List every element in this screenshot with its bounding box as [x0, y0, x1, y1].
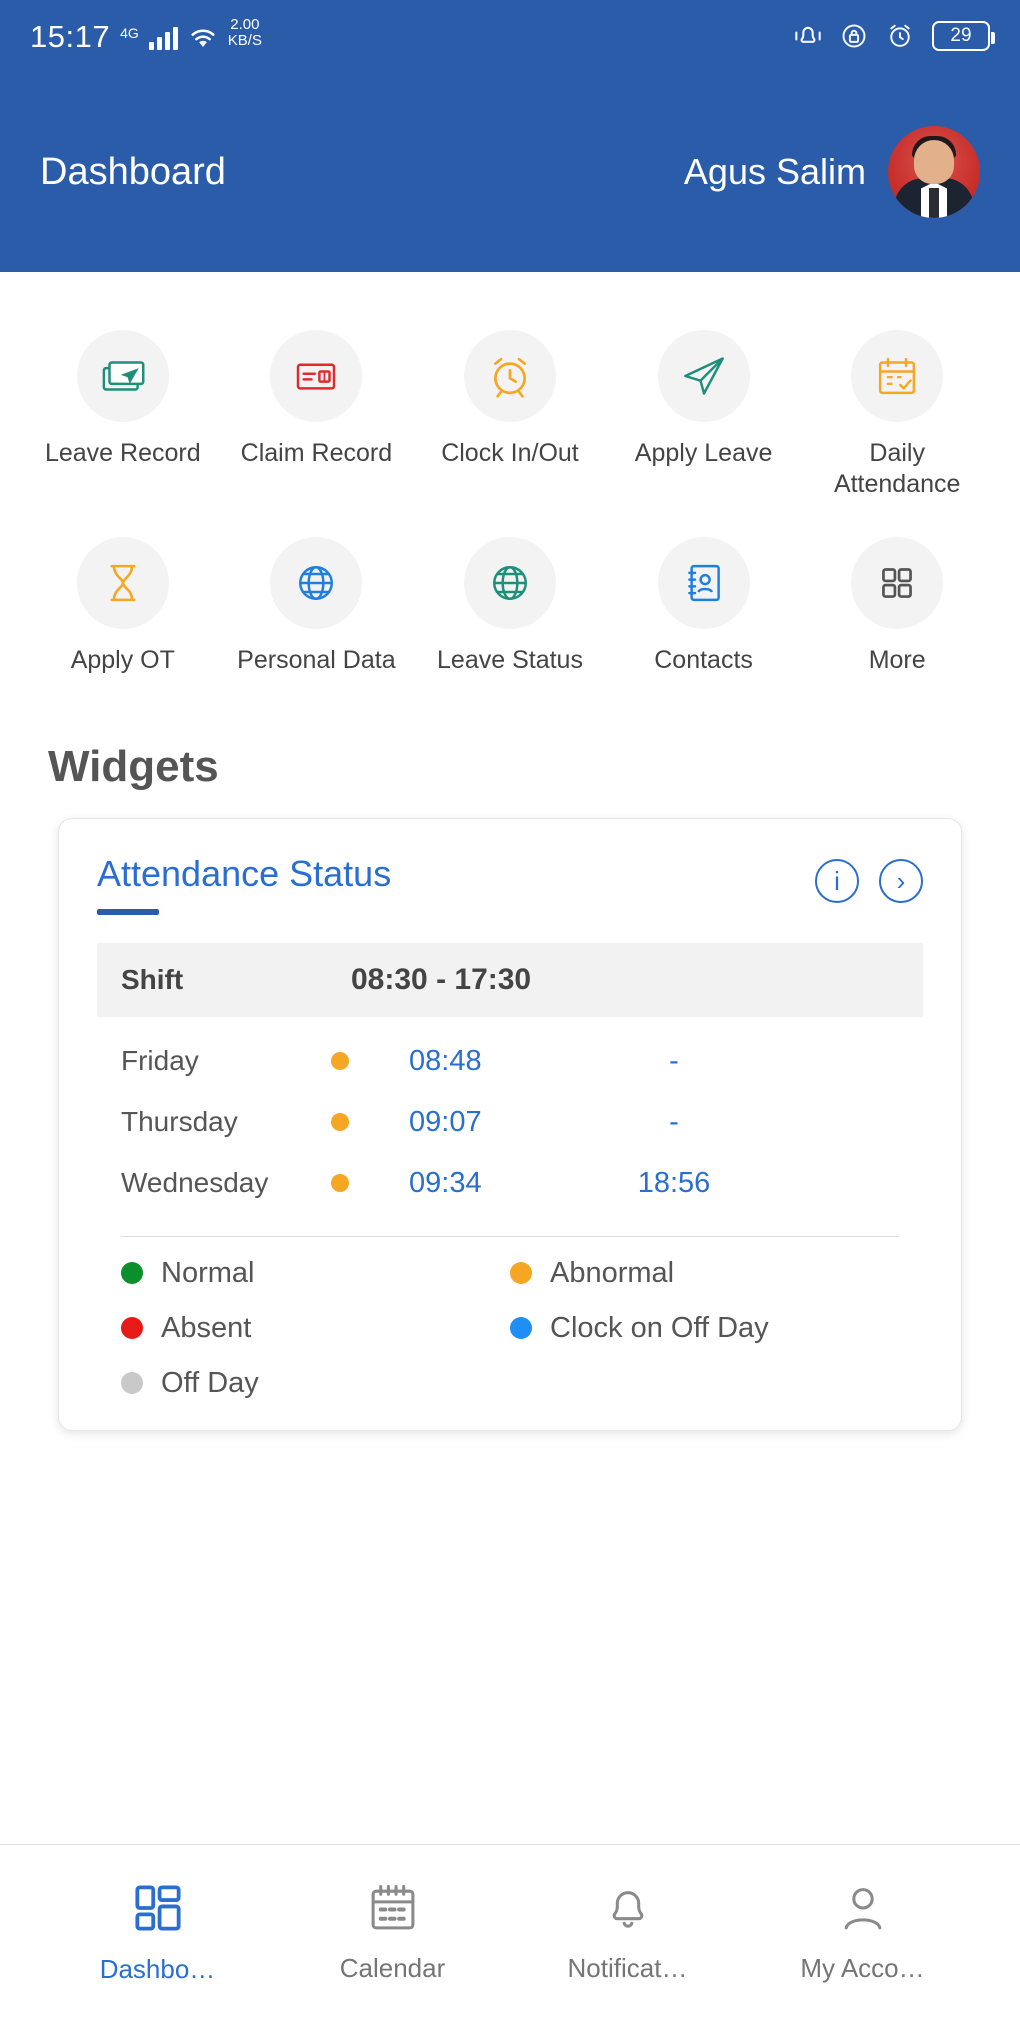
nav-item-my-account[interactable]: [745, 1882, 980, 1984]
legend-label: Clock on Off Day: [550, 1311, 769, 1344]
legend-item-normal: [121, 1257, 510, 1290]
dashboard-icon: [131, 1881, 185, 1940]
status-dot: [331, 1174, 349, 1192]
user-name-label: Agus Salim: [683, 151, 866, 192]
shortcut-label: Claim Record: [240, 439, 393, 467]
network-type-label: 4G: [120, 24, 139, 41]
hourglass-icon: [77, 537, 169, 629]
shortcut-apply-ot[interactable]: [26, 521, 220, 686]
app-bar: [0, 72, 1020, 272]
battery-level: 29: [950, 25, 972, 46]
signal-bars-icon: [149, 26, 178, 50]
nav-label: Notificat…: [567, 1952, 688, 1983]
nav-label: Dashbo…: [99, 1953, 216, 1984]
nav-item-notifications[interactable]: [510, 1882, 745, 1984]
attendance-day: Wednesday: [121, 1167, 269, 1199]
clock-out-time: -: [669, 1044, 679, 1077]
status-clock: 15:17: [30, 18, 111, 54]
legend-label: Normal: [161, 1256, 255, 1289]
widgets-section-title: Widgets: [48, 741, 219, 791]
legend-label: Absent: [161, 1311, 252, 1344]
nav-label: Calendar: [339, 1952, 446, 1983]
wifi-icon: [188, 26, 218, 50]
status-dot: [331, 1052, 349, 1070]
ticket-icon: [77, 330, 169, 422]
data-rate-indicator: [228, 17, 262, 49]
lock-icon: [840, 22, 868, 50]
shift-time: 08:30 - 17:30: [351, 962, 532, 996]
shortcut-label: More: [868, 645, 926, 674]
paper-plane-icon: [658, 330, 750, 422]
clock-out-time: -: [669, 1105, 679, 1138]
page-title: Dashboard: [40, 150, 226, 193]
battery-icon: [932, 21, 990, 51]
attendance-day: Thursday: [121, 1106, 238, 1138]
legend-label: Abnormal: [550, 1256, 675, 1289]
attendance-status-card: [58, 818, 962, 1431]
legend-dot-icon: [510, 1317, 532, 1339]
shift-label: Shift: [121, 963, 184, 995]
calendar-icon: [367, 1882, 419, 1939]
calendar-check-icon: [851, 330, 943, 422]
clock-in-time: 09:34: [409, 1166, 482, 1199]
nav-item-dashboard[interactable]: [40, 1881, 275, 1985]
globe-blue-icon: [270, 537, 362, 629]
attendance-rows: [97, 1031, 923, 1214]
shortcut-label: Leave Record: [44, 439, 201, 467]
shortcut-label: Leave Status: [437, 645, 583, 674]
globe-teal-icon: [464, 537, 556, 629]
shift-row: [97, 943, 923, 1017]
status-legend: [97, 1247, 923, 1400]
info-icon[interactable]: i: [815, 859, 859, 903]
card-divider: [121, 1236, 899, 1237]
legend-dot-icon: [121, 1262, 143, 1284]
contact-book-icon: [658, 537, 750, 629]
legend-dot-icon: [510, 1262, 532, 1284]
legend-item-off-day: [121, 1367, 510, 1400]
avatar[interactable]: [888, 126, 980, 218]
attendance-day: Friday: [121, 1045, 199, 1077]
legend-item-clock-on-off-day: [510, 1312, 899, 1345]
avatar-tie: [929, 188, 939, 218]
status-bar-right: [794, 21, 990, 51]
shortcut-claim-record[interactable]: [220, 314, 414, 511]
person-icon: [837, 1882, 889, 1939]
legend-dot-icon: [121, 1317, 143, 1339]
data-rate-unit: KB/S: [227, 32, 262, 49]
shortcut-contacts[interactable]: [607, 521, 801, 686]
nav-label: My Acco…: [800, 1952, 925, 1983]
app-bar-user[interactable]: [684, 126, 980, 218]
shortcut-personal-data[interactable]: [220, 521, 414, 686]
clock-out-time: 18:56: [637, 1166, 711, 1199]
title-underline: [97, 909, 159, 915]
table-row[interactable]: [97, 1031, 923, 1092]
chevron-right-icon[interactable]: ›: [879, 859, 923, 903]
shortcut-more[interactable]: [800, 521, 994, 686]
attendance-card-title-wrap: [97, 853, 391, 915]
shortcut-clock-in-out[interactable]: [413, 314, 607, 511]
status-bar: [0, 0, 1020, 72]
shortcut-label: Personal Data: [237, 645, 396, 674]
shortcut-label: Apply OT: [70, 645, 175, 674]
legend-item-abnormal: [510, 1257, 899, 1290]
nav-item-calendar[interactable]: [275, 1882, 510, 1984]
grid-more-icon: [851, 537, 943, 629]
table-row[interactable]: [97, 1153, 923, 1214]
shortcut-leave-status[interactable]: [413, 521, 607, 686]
shortcut-label: Clock In/Out: [441, 439, 579, 467]
clock-in-time: 08:48: [409, 1044, 482, 1077]
bottom-navigation: [0, 1844, 1020, 2020]
shortcut-daily-attendance[interactable]: [800, 314, 994, 511]
shortcut-grid: [0, 272, 1020, 696]
legend-label: Off Day: [161, 1366, 259, 1399]
status-bar-left: [30, 16, 262, 54]
attendance-card-header: [97, 853, 923, 915]
legend-item-absent: [121, 1312, 510, 1345]
status-dot: [331, 1113, 349, 1131]
table-row[interactable]: [97, 1092, 923, 1153]
shortcut-label: Apply Leave: [634, 439, 773, 467]
clock-in-time: 09:07: [409, 1105, 482, 1138]
bell-icon: [602, 1882, 654, 1939]
data-rate-value: 2.00: [230, 16, 260, 34]
shortcut-leave-record[interactable]: [26, 314, 220, 511]
legend-dot-icon: [121, 1372, 143, 1394]
receipt-icon: [270, 330, 362, 422]
attendance-card-actions: [815, 853, 923, 903]
shortcut-apply-leave[interactable]: [607, 314, 801, 511]
shortcut-label: Contacts: [654, 645, 753, 674]
alarm-icon: [886, 22, 914, 50]
attendance-card-title: Attendance Status: [97, 852, 392, 894]
avatar-head: [914, 140, 954, 184]
shortcut-label: Daily Attendance: [833, 439, 961, 499]
alarm-clock-icon: [464, 330, 556, 422]
vibrate-icon: [794, 22, 822, 50]
